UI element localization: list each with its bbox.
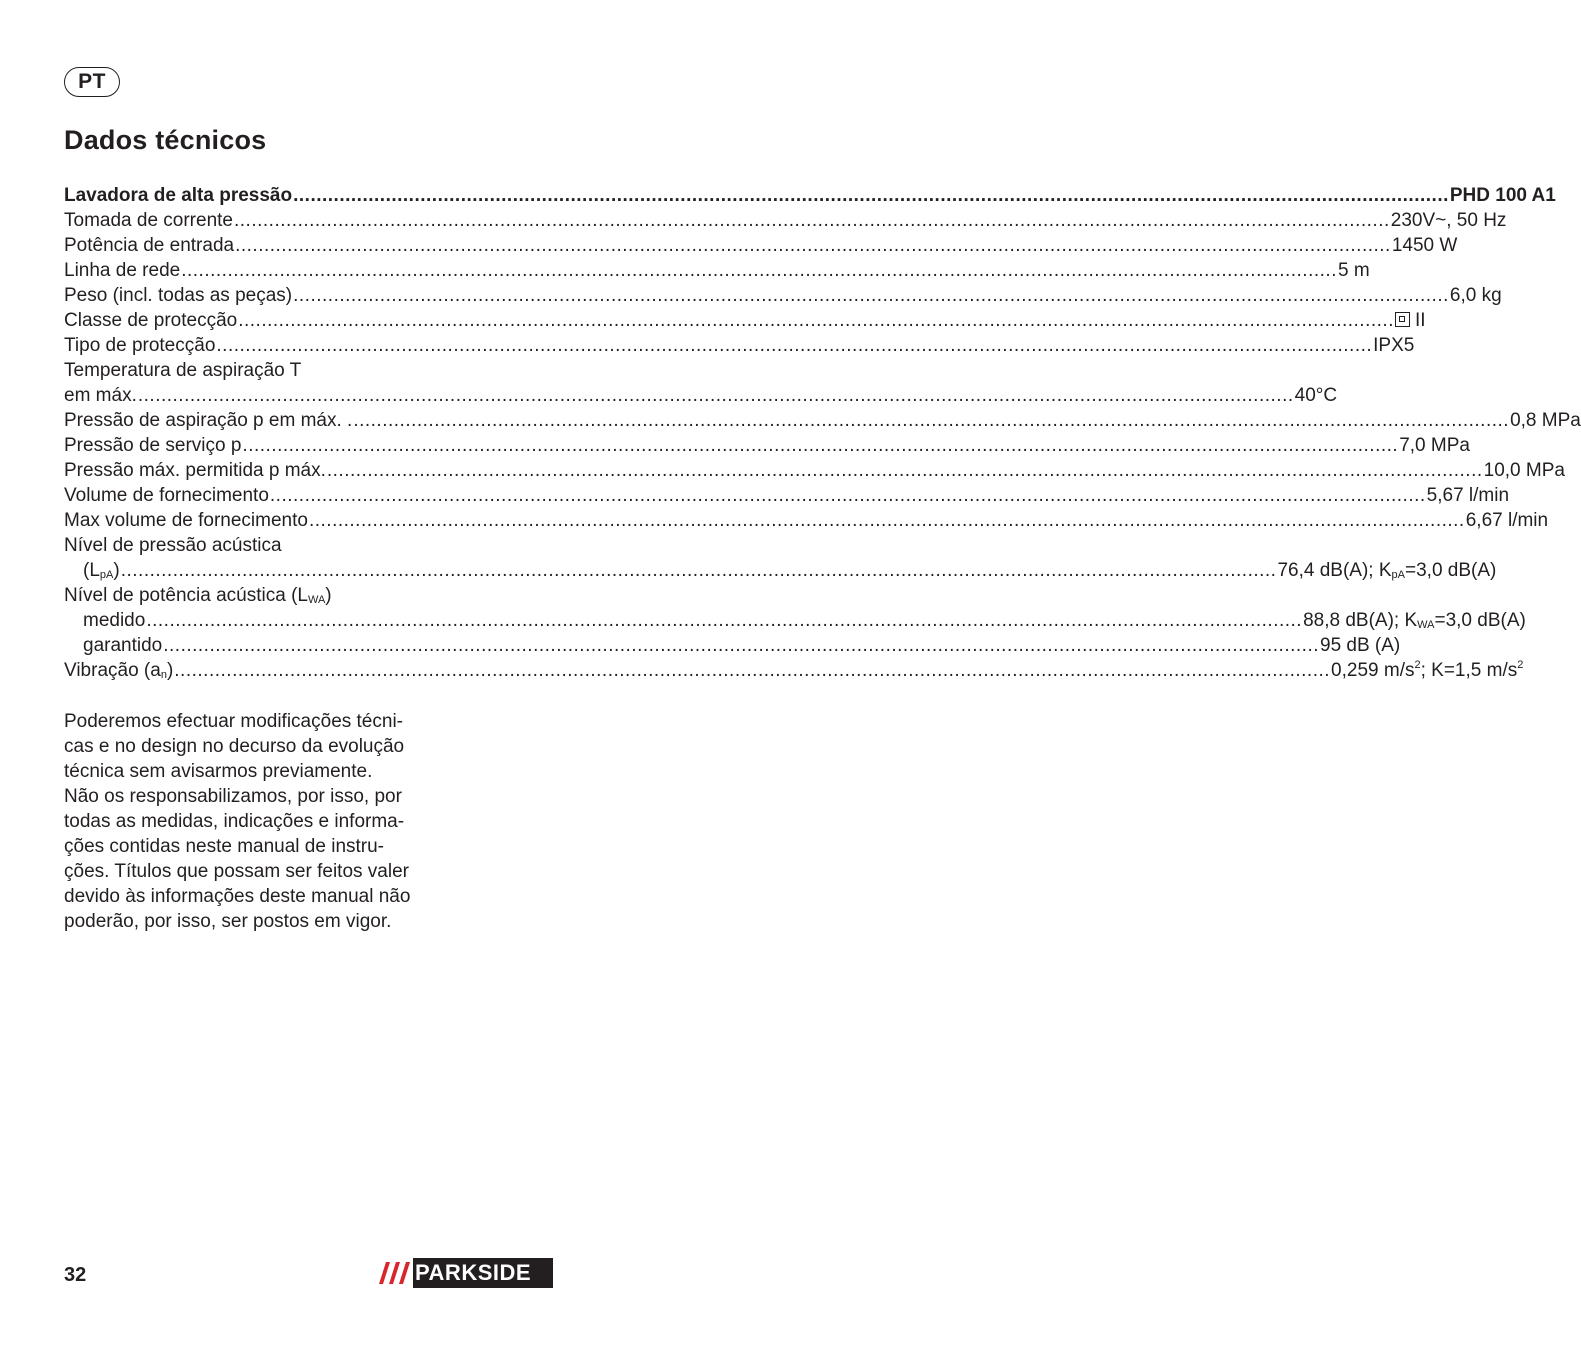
spec-row-product: Lavadora de alta pressão ........................................................................................................................................................................................................ PHD 100 A1	[64, 185, 1556, 206]
spec-row-temperature: em máx. ........................................................................................................................................................................................................ 40°C	[64, 385, 1338, 406]
spec-row-input-power: Potência de entrada ........................................................................................................................................................................................................ 1450 W	[64, 235, 1458, 256]
logo-wordmark: PARKSIDE	[415, 1260, 532, 1285]
spec-row-operating-pressure: Pressão de serviço p ........................................................................................................................................................................................................ 7,0 MPa	[64, 435, 1470, 456]
spec-row-acoustic-pressure: $(L_{pA})$ ........................................................................................................................................................................................................ 76,4 dB(A); $K_{pA}=3,0$ dB(A)	[83, 560, 1497, 581]
parkside-logo	[373, 1258, 553, 1288]
technical-data-list	[64, 183, 1581, 683]
spec-row-inlet-pressure: Pressão de aspiração p em máx. . ........................................................................................................................................................................................................ 0,8 MPa	[64, 410, 1581, 431]
language-badge: PT	[64, 67, 120, 97]
page-title: Dados técnicos	[64, 125, 267, 155]
spec-row-temperature-label: Temperatura de aspiração T	[64, 360, 302, 381]
spec-row-acoustic-power-label: Nível de potência acústica $(L_{WA})$	[64, 585, 332, 606]
spec-row-weight: Peso (incl. todas as peças) ........................................................................................................................................................................................................ 6,0 kg	[64, 285, 1502, 306]
page-number: 32	[64, 1264, 87, 1286]
spec-row-power-supply: Tomada de corrente ........................................................................................................................................................................................................ 230V~, 50 Hz	[64, 210, 1507, 231]
spec-label: Lavadora de alta pressão	[64, 185, 293, 206]
spec-row-vibration: Vibração $(a_n)$ ........................................................................................................................................................................................................ 0,259 $m/s^2$; K=1,5 $m/s^2$	[64, 659, 1524, 681]
spec-row-flow-rate: Volume de fornecimento ........................................................................................................................................................................................................ 5,67 l/min	[64, 485, 1510, 506]
spec-row-max-flow-rate: Max volume de fornecimento ........................................................................................................................................................................................................ 6,67 l/min	[64, 510, 1549, 531]
logo-stripes-icon	[373, 1258, 413, 1288]
spec-row-acoustic-pressure-label: Nível de pressão acústica	[64, 535, 282, 556]
spec-row-cable: Linha de rede ........................................................................................................................................................................................................ 5 m	[64, 260, 1370, 281]
disclaimer-paragraph: Poderemos efectuar modificações técni- cas e no design no decurso da evolução técnica sem avisarmos previamente. Não os responsabilizamos, por isso, por todas as medidas, indicações e informa- ções contidas neste manual de instru- ções. Títulos que possam ser feitos valer devido às informações deste manual não poderão, por isso, ser postos em vigor.	[64, 711, 411, 932]
spec-row-protection-class: Classe de protecção ........................................................................................................................................................................................................ II	[64, 310, 1426, 331]
spec-row-max-pressure: Pressão máx. permitida p máx. ........................................................................................................................................................................................................ 10,0 MPa	[64, 460, 1565, 481]
spec-row-acoustic-power-measured: medido ........................................................................................................................................................................................................ 88,8 dB(A); $K_{WA}=3,0$ dB(A)	[83, 610, 1526, 631]
spec-value: PHD 100 A1	[1449, 185, 1556, 206]
spec-row-protection-type: Tipo de protecção ........................................................................................................................................................................................................ IPX5	[64, 335, 1415, 356]
spec-row-acoustic-power-guaranteed: garantido ........................................................................................................................................................................................................ 95 dB (A)	[83, 635, 1401, 656]
protection-class-ii-icon	[1395, 312, 1410, 327]
